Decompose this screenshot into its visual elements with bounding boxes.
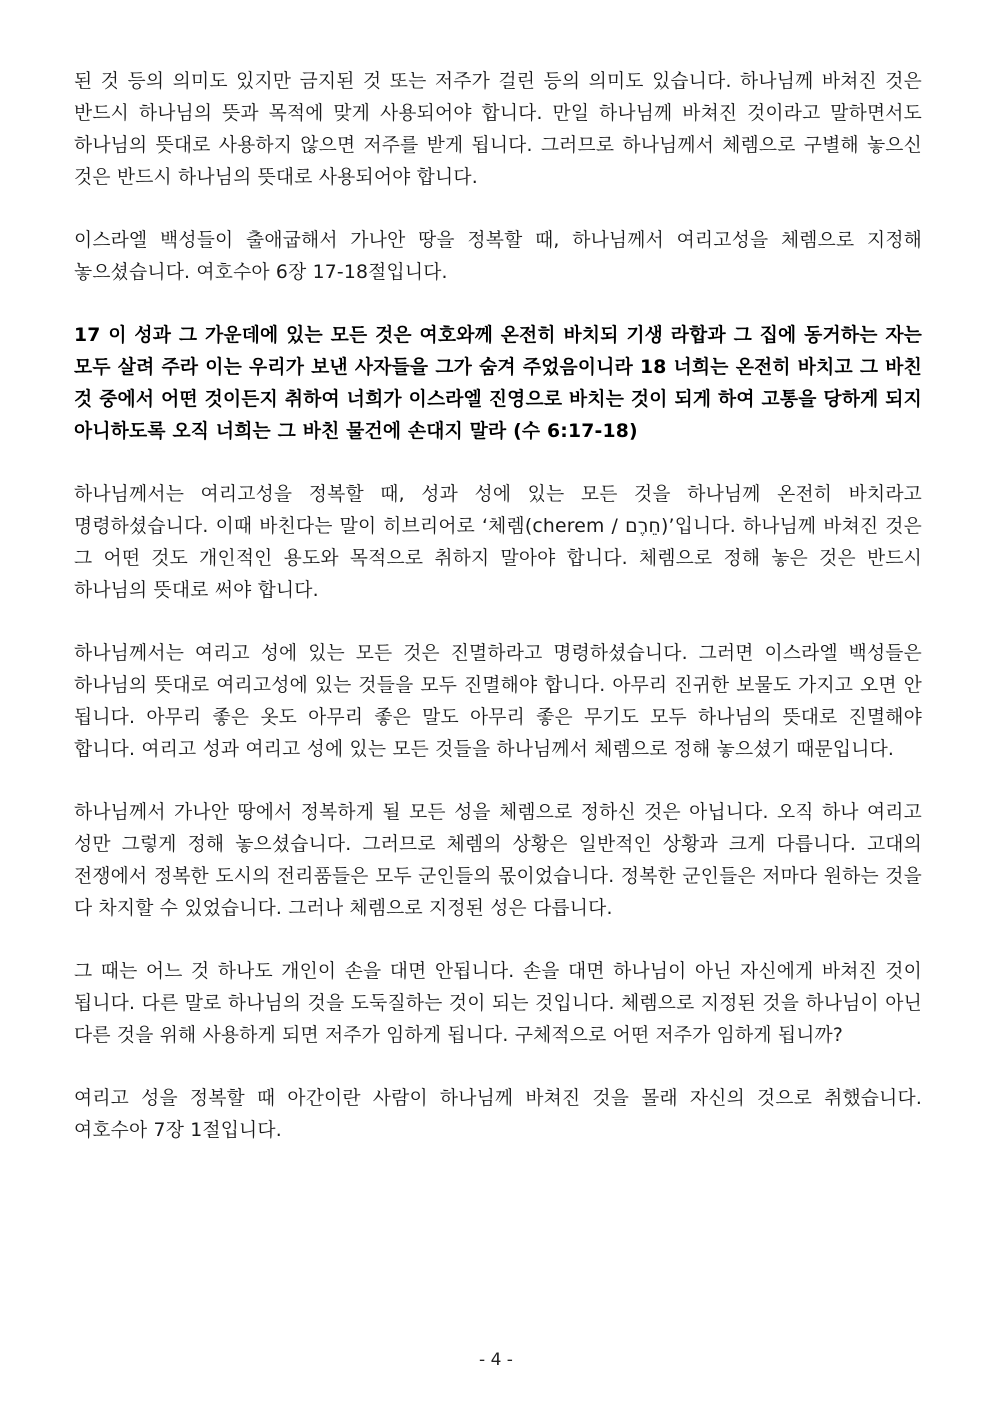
paragraph-6: 하나님께서 가나안 땅에서 정복하게 될 모든 성을 체렘으로 정하신 것은 아닙니다. 오직 하나 여리고 성만 그렇게 정해 놓으셨습니다. 그러므로 체렘의 상황은 일반적인 상황과 크게 다릅니다. 고대의 전쟁에서 정복한 도시의 전리품들은 모두 군인들의 몫이었습니다. 정복한 군인들은 저마다 원하는 것을 다 차지할 수 있었습니다. 그러나 체렘으로 지정된 성은 다릅니다.: [74, 802, 922, 919]
paragraph-8: 여리고 성을 정복할 때 아간이란 사람이 하나님께 바쳐진 것을 몰래 자신의 것으로 취했습니다. 여호수아 7장 1절입니다.: [74, 1088, 922, 1141]
paragraph-7: 그 때는 어느 것 하나도 개인이 손을 대면 안됩니다. 손을 대면 하나님이 아닌 자신에게 바쳐진 것이 됩니다. 다른 말로 하나님의 것을 도둑질하는 것이 되는 것입니다. 체렘으로 지정된 것을 하나님이 아닌 다른 것을 위해 사용하게 되면 저주가 임하게 됩니다. 구체적으로 어떤 저주가 임하게 됩니까?: [74, 961, 922, 1046]
paragraph-1: 된 것 등의 의미도 있지만 금지된 것 또는 저주가 걸린 등의 의미도 있습니다. 하나님께 바쳐진 것은 반드시 하나님의 뜻과 목적에 맞게 사용되어야 합니다. 만일 하나님께 바쳐진 것이라고 말하면서도 하나님의 뜻대로 사용하지 않으면 저주를 받게 됩니다. 그러므로 하나님께서 체렘으로 구별해 놓으신 것은 반드시 하나님의 뜻대로 사용되어야 합니다.: [74, 71, 922, 188]
scripture-quote: 17 이 성과 그 가운데에 있는 모든 것은 여호와께 온전히 바치되 기생 라합과 그 집에 동거하는 자는 모두 살려 주라 이는 우리가 보낸 사자들을 그가 숨겨 주었음이니라 18 너희는 온전히 바치고 그 바친 것 중에서 어떤 것이든지 취하여 너희가 이스라엘 진영으로 바치는 것이 되게 하여 고통을 당하게 되지 아니하도록 오직 너희는 그 바친 물건에 손대지 말라 (수 6:17-18): [74, 325, 922, 442]
paragraph-5: 하나님께서는 여리고 성에 있는 모든 것은 진멸하라고 명령하셨습니다. 그러면 이스라엘 백성들은 하나님의 뜻대로 여리고성에 있는 것들을 모두 진멸해야 합니다. 아무리 진귀한 보물도 가지고 오면 안 됩니다. 아무리 좋은 옷도 아무리 좋은 말도 아무리 좋은 무기도 모두 하나님의 뜻대로 진멸해야 합니다. 여리고 성과 여리고 성에 있는 모든 것들을 하나님께서 체렘으로 정해 놓으셨기 때문입니다.: [74, 643, 922, 760]
paragraph-2: 이스라엘 백성들이 출애굽해서 가나안 땅을 정복할 때, 하나님께서 여리고성을 체렘으로 지정해 놓으셨습니다. 여호수아 6장 17-18절입니다.: [74, 230, 922, 283]
document-body: [74, 66, 922, 1178]
paragraph-4: 하나님께서는 여리고성을 정복할 때, 성과 성에 있는 모든 것을 하나님께 온전히 바치라고 명령하셨습니다. 이때 바친다는 말이 히브리어로 ‘체렘(cherem / חֵרֶם)’입니다. 하나님께 바쳐진 것은 그 어떤 것도 개인적인 용도와 목적으로 취하지 말아야 합니다. 체렘으로 정해 놓은 것은 반드시 하나님의 뜻대로 써야 합니다.: [74, 484, 922, 601]
page-number: - 4 -: [479, 1350, 513, 1370]
